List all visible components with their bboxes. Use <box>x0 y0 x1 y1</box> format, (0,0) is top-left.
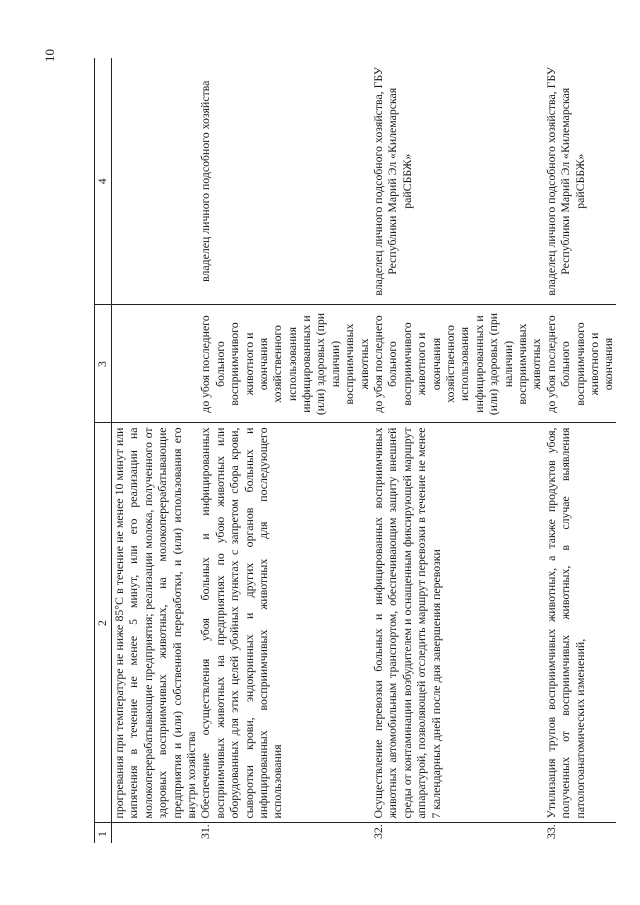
measure-term: до убоя последнего больного восприимчивого животного и окончания <box>544 305 616 423</box>
row-number: 32. <box>371 824 386 839</box>
row-number: 31. <box>198 824 213 839</box>
page-number: 10 <box>42 49 57 62</box>
measure-description: Осуществление перевозки больных и инфицированных восприимчивых животных автомобильным транспортом, обеспечивающим защиту внешней среды от контаминации возбудителем и оснащенным фиксирующей маршрут аппаратурой, позволяющей отследить маршрут перевозки в течение не менее 7 календарных дней после дня завершения перевозки <box>371 423 544 823</box>
measure-term <box>112 305 199 423</box>
row-number <box>112 823 199 843</box>
measure-term: до убоя последнего больного восприимчивого животного и окончания хозяйственного использования инфицированных и (или) здоровых (при наличии) восприимчивых животных <box>198 305 371 423</box>
measure-description: Обеспечение осуществления убоя больных и инфицированных восприимчивых животных на предприятиях по убою животных или оборудованных для этих целей убойных пунктах с запретом сбора крови, сыворотки крови, эндокринных и других органов больных и инфицированных восприимчивых животных для последующего использования <box>198 423 371 823</box>
row-number: 33. <box>543 824 558 839</box>
rotated-table-sheet <box>94 58 616 843</box>
measure-term: до убоя последнего больного восприимчивого животного и окончания хозяйственного использования инфицированных и (или) здоровых (при наличии) восприимчивых животных <box>371 305 544 423</box>
measures-table <box>94 58 616 843</box>
table-row <box>198 58 371 843</box>
column-header-1: 1 <box>95 823 112 843</box>
measure-responsible: владелец личного подсобного хозяйства, ГБУ Республики Марий Эл «Килемарская райСББЖ» <box>371 58 544 305</box>
measure-responsible: владелец личного подсобного хозяйства, ГБУ Республики Марий Эл «Килемарская райСББЖ» <box>544 58 616 305</box>
measure-description: прогревания при температуре не ниже 85°С в течение не менее 10 минут или кипячения в течение не менее 5 минут, или его реализации на молокоперерабатывающие предприятия; реализации молока, полученного от здоровых восприимчивых животных, на молокоперерабатывающие предприятия и (или) собственной переработки, и (или) использования его внутри хозяйства <box>112 423 199 823</box>
table-row <box>544 58 616 843</box>
table-row <box>112 58 199 843</box>
table-header-row <box>95 58 112 843</box>
column-header-3: 3 <box>95 305 112 423</box>
column-header-2: 2 <box>95 423 112 823</box>
table-row <box>371 58 544 843</box>
measure-responsible: владелец личного подсобного хозяйства <box>198 58 371 305</box>
measure-description: Утилизация трупов восприимчивых животных, а также продуктов убоя, полученных от восприимчивых животных, в случае выявления патологоанатомических изменений, <box>544 423 616 823</box>
measure-responsible <box>112 58 199 305</box>
column-header-4: 4 <box>95 58 112 305</box>
